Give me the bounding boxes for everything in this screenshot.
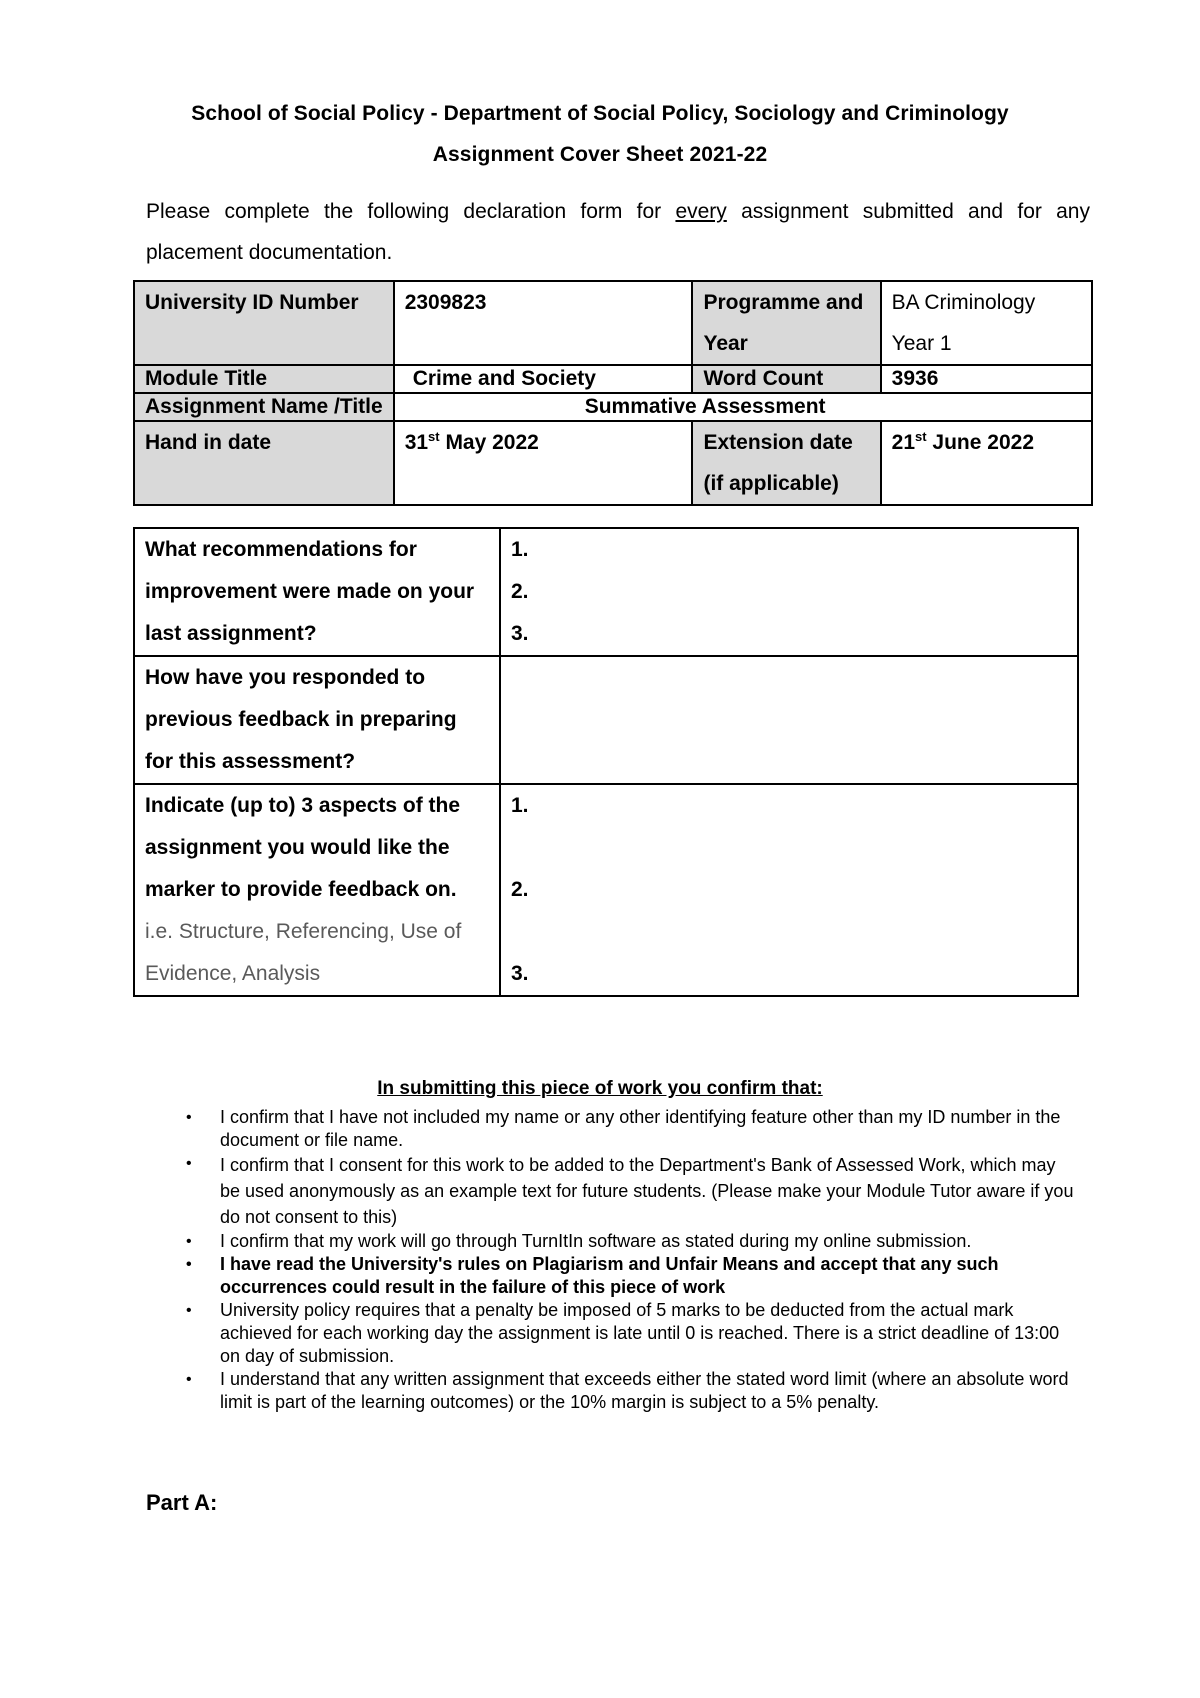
extension-ordinal: st — [915, 429, 927, 444]
feedback-response-answer — [500, 656, 1078, 784]
declaration-item-text: University policy requires that a penalty be imposed of 5 marks to be deducted from the actual mark achieved for each working day the assignment is late until 0 is reached. There is a strict deadline of 13:00 on day of submission. — [220, 1300, 1060, 1366]
marker-feedback-question-text: Indicate (up to) 3 aspects of the assignment you would like the marker to provide feedback on. — [145, 794, 461, 901]
declaration-item-text: I have read the University's rules on Plagiarism and Unfair Means and accept that any such occurrences could result in the failure of this piece of work — [220, 1254, 999, 1297]
programme-label: Programme and Year — [692, 281, 880, 365]
aspect-item-2: 2. — [511, 878, 529, 901]
hand-in-date-value — [394, 421, 693, 505]
declaration-item-text: I confirm that I have not included my name or any other identifying feature other than my ID number in the document or file name. — [220, 1107, 1061, 1150]
extension-month-year: June 2022 — [926, 431, 1034, 454]
university-id-value: 2309823 — [394, 281, 693, 365]
university-id-label: University ID Number — [134, 281, 394, 365]
hand-in-ordinal: st — [428, 429, 440, 444]
declaration-item-text: I confirm that I consent for this work to be added to the Department's Bank of Assessed Work, which may be used anonymously as an example text for future students. (Please make your Module Tutor aware if you do not consent to this) — [220, 1155, 1074, 1227]
extension-date-label: Extension date (if applicable) — [692, 421, 880, 505]
intro-paragraph — [146, 191, 1090, 273]
declaration-list — [178, 1106, 1078, 1414]
bullet-icon: • — [186, 1371, 192, 1388]
assignment-name-value: Summative Assessment — [394, 393, 1092, 421]
marker-feedback-question — [134, 784, 500, 996]
previous-recommendations-answer — [500, 528, 1078, 656]
bullet-icon: • — [186, 1256, 192, 1273]
declaration-item — [178, 1299, 1078, 1368]
bullet-icon: • — [186, 1302, 192, 1319]
hand-in-day: 31 — [404, 431, 429, 454]
programme-value — [881, 281, 1092, 365]
declaration-item — [178, 1230, 1078, 1253]
word-count-value: 3936 — [881, 365, 1092, 393]
extension-date-value — [881, 421, 1092, 505]
declaration-item-text: I confirm that my work will go through TurnItIn software as stated during my online submission. — [220, 1231, 972, 1251]
recommendation-item-3: 3. — [511, 622, 529, 645]
assignment-name-label — [134, 393, 394, 421]
cover-sheet-title: Assignment Cover Sheet 2021-22 — [432, 143, 768, 166]
hand-in-month-year: May 2022 — [439, 431, 539, 454]
previous-recommendations-question: What recommendations for improvement were made on your last assignment? — [134, 528, 500, 656]
recommendation-item-2: 2. — [511, 580, 529, 603]
module-title-label: Module Title — [134, 365, 394, 393]
intro-emphasis: every — [675, 200, 727, 223]
bullet-icon: • — [186, 1155, 192, 1172]
declaration-item-text: I understand that any written assignment that exceeds either the stated word limit (where an absolute word limit is part of the learning outcomes) or the 10% margin is subject to a 5% penalty. — [220, 1369, 1069, 1412]
declaration-heading: In submitting this piece of work you confirm that: — [377, 1078, 823, 1099]
programme-name: BA Criminology — [891, 291, 1036, 314]
student-details-table — [133, 280, 1093, 506]
marker-feedback-answer — [500, 784, 1078, 996]
aspect-item-1: 1. — [511, 794, 529, 817]
intro-text-start: Please complete the following declaration form for — [146, 200, 676, 223]
hand-in-date-label: Hand in date — [134, 421, 394, 505]
bullet-icon: • — [186, 1109, 192, 1126]
school-title: School of Social Policy - Department of Social Policy, Sociology and Criminology — [191, 102, 1009, 125]
feedback-table — [133, 527, 1079, 997]
marker-feedback-hint: i.e. Structure, Referencing, Use of Evidence, Analysis — [145, 920, 462, 985]
extension-day: 21 — [891, 431, 916, 454]
recommendation-item-1: 1. — [511, 538, 529, 561]
feedback-response-question: How have you responded to previous feedback in preparing for this assessment? — [134, 656, 500, 784]
declaration-item — [178, 1152, 1078, 1230]
declaration-item — [178, 1106, 1078, 1152]
bullet-icon: • — [186, 1233, 192, 1250]
intro-text-end: assignment submitted and for any placement documentation. — [146, 200, 1090, 264]
assignment-name-label-text: Assignment Name /Title — [145, 395, 383, 418]
module-title-value: Crime and Society — [394, 365, 693, 393]
part-a-heading: Part A: — [146, 1490, 218, 1515]
word-count-label: Word Count — [692, 365, 880, 393]
declaration-item — [178, 1253, 1078, 1299]
aspect-item-3: 3. — [511, 962, 529, 985]
declaration-item — [178, 1368, 1078, 1414]
programme-year: Year 1 — [891, 332, 952, 355]
